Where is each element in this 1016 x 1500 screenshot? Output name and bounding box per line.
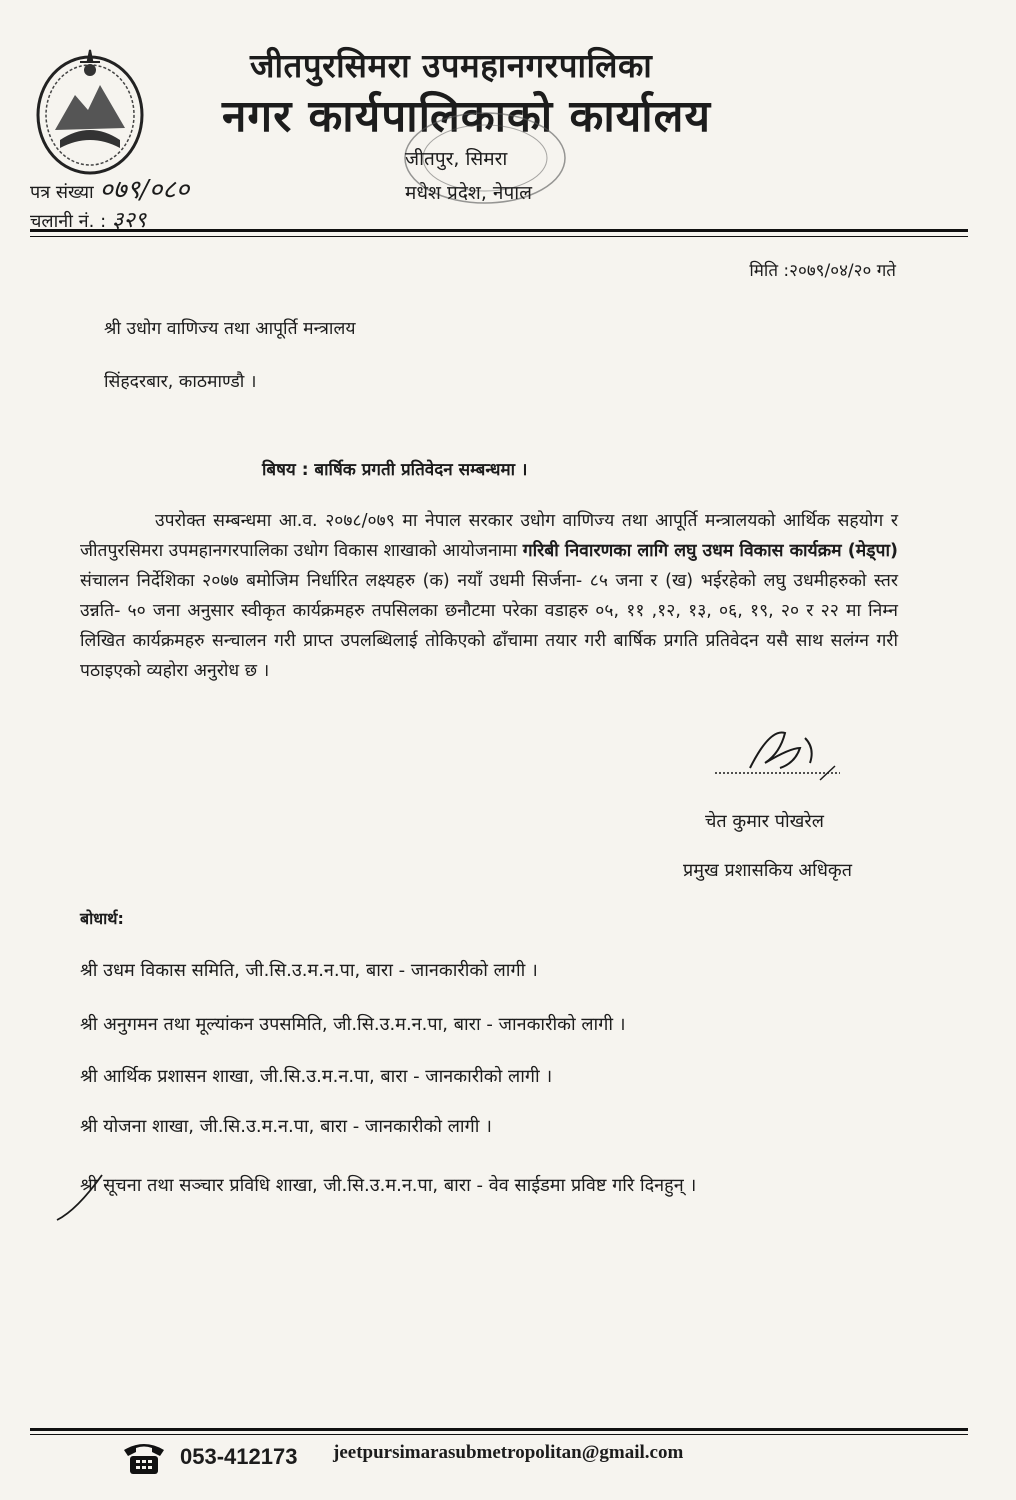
letter-subject: बिषय : बार्षिक प्रगती प्रतिवेदन सम्बन्धमा । [262, 460, 528, 480]
recipient-line-1: श्री उधोग वाणिज्य तथा आपूर्ति मन्त्रालय [104, 319, 356, 339]
header-rule [30, 229, 968, 232]
letter-body [80, 506, 898, 686]
letter-date: मिति :२०७९/०४/२० गते [749, 261, 896, 281]
office-name: नगर कार्यपालिकाको कार्यालय [222, 91, 711, 142]
municipality-name: जीतपुरसिमरा उपमहानगरपालिका [250, 46, 653, 85]
patra-label: पत्र संख्या [30, 182, 94, 203]
body-part-2: संचालन निर्देशिका २०७७ बमोजिम निर्धारित लक्ष्यहरु (क) नयाँ उधमी सिर्जना- ८५ जना र (ख) भईरहेको लघु उधमीहरुको स्तर उन्नति- ५० जना अनुसार स्वीकृत कार्यक्रमहरु तपसिलका छनौटमा परेका वडाहरु ०५, ११ ,१२, १३, ०६, १९, २० र २२ मा निम्न लिखित कार्यक्रमहरु सन्चालन गरी प्राप्त उपलब्धिलाई तोकिएको ढाँचामा तयार गरी बार्षिक प्रगति प्रतिवेदन यसै साथ सलंग्न गरी पठाइएको व्यहोरा अनुरोध छ । [80, 571, 898, 681]
chalani-value: ३२९ [111, 208, 147, 233]
handwritten-checkmark [52, 1170, 112, 1225]
patra-value: ०७९/०८० [99, 175, 190, 205]
chalani-label: चलानी नं. : [30, 211, 107, 232]
header-rule-thin [30, 236, 968, 237]
cc-item: श्री योजना शाखा, जी.सि.उ.म.न.पा, बारा - जानकारीको लागी । [80, 1116, 492, 1137]
footer-phone: 053-412173 [180, 1444, 298, 1469]
footer-rule [30, 1428, 968, 1431]
cc-item: श्री आर्थिक प्रशासन शाखा, जी.सि.उ.म.न.पा, बारा - जानकारीको लागी । [80, 1066, 553, 1087]
office-address [405, 142, 532, 210]
nepal-emblem-logo [30, 40, 150, 180]
footer-rule-thin [30, 1434, 968, 1435]
cc-heading: बोधार्थ: [80, 909, 124, 928]
body-bold-program: गरिबी निवारणका लागि लघु उधम विकास कार्यक्रम (मेड्पा) [522, 541, 899, 561]
handwritten-signature [710, 718, 845, 783]
address-line-1: जीतपुर, सिमरा [405, 148, 508, 170]
cc-item: श्री उधम विकास समिति, जी.सि.उ.म.न.पा, बारा - जानकारीको लागी । [80, 960, 538, 981]
telephone-icon [122, 1440, 166, 1476]
body-part-1: उपरोक्त सम्बन्धमा आ.व. २०७८/०७९ मा नेपाल सरकार उधोग वाणिज्य तथा आपूर्ति मन्त्रालयको आर्थिक सहयोग र जीतपुरसिमरा उपमहानगरपालिका उधोग विकास शाखाको आयोजनामा [80, 511, 898, 561]
signatory-title: प्रमुख प्रशासकिय अधिकृत [683, 860, 852, 881]
signatory-name: चेत कुमार पोखरेल [705, 811, 824, 832]
cc-item: श्री सूचना तथा सञ्चार प्रविधि शाखा, जी.सि.उ.म.न.पा, बारा - वेव साईडमा प्रविष्ट गरि दिनहुन् । [80, 1175, 697, 1196]
address-line-2: मधेश प्रदेश, नेपाल [405, 182, 533, 204]
patra-sankhya [30, 170, 189, 206]
footer-email: jeetpursimarasubmetropolitan@gmail.com [333, 1442, 684, 1463]
cc-item: श्री अनुगमन तथा मूल्यांकन उपसमिति, जी.सि.उ.म.न.पा, बारा - जानकारीको लागी । [80, 1014, 626, 1035]
recipient-line-2: सिंहदरबार, काठमाण्डौ । [104, 372, 257, 392]
